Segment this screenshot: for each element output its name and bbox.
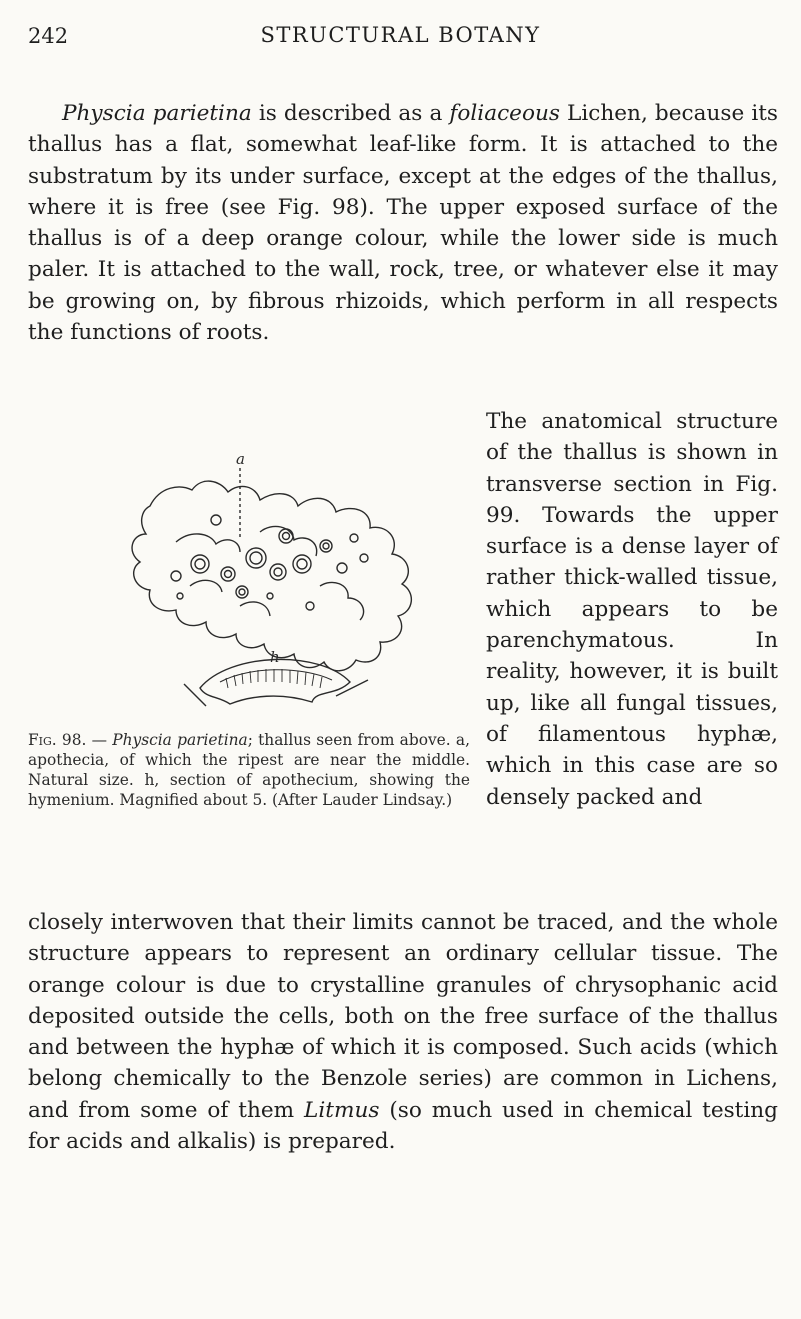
caption-species: Physcia parietina	[112, 731, 248, 749]
paragraph-1: Physcia parietina is described as a foliaceous Lichen, because its thallus has a flat, somewhat leaf-like form. It is attached to the substratum by its under surface, except at the edges of the thallus, where it is free (see Fig. 98). The upper exposed surface of the thallus is of a deep orange colour, while the lower side is much paler. It is attached to the wall, rock, tree, or whatever else it may be growing on, by fibrous rhizoids, which perform in all respects the functions of roots.	[28, 101, 778, 346]
paragraph-2: closely interwoven that their limits cannot be traced, and the whole structure appears to represent an ordinary cellular tissue. The orange colour is due to crystalline granules of chrysophanic acid deposited outside the cells, both on the free surface of the thallus and between the hyphæ of which it is composed. Such acids (which belong chemically to the Benzole series) are common in Lichens, and from some of them Litmus (so much used in chemical testing for acids and alkalis) is prepared.	[28, 910, 778, 1155]
figure-label-a: a	[236, 450, 245, 468]
figure-caption: Fig. 98. — Physcia parietina; thallus seen from above. a, apothecia, of which the ripest are near the middle. Natural size. h, section of apothecium, showing the hymenium. Magnified about 5. (After Lauder Lindsay.)	[28, 731, 470, 809]
side-column-text: The anatomical structure of the thallus is shown in transverse section in Fig. 99. Towards the upper surface is a dense layer of rather thick-walled tissue, which appears to be parenchymatous. In reality, however, it is built up, like all fungal tissues, of filamentous hyphæ, which in this case are so densely packed and	[486, 409, 778, 810]
figure-label-h: h	[270, 648, 280, 666]
species-name: Physcia parietina	[62, 101, 252, 126]
term-foliaceous: foliaceous	[449, 101, 560, 126]
page-header	[0, 16, 801, 56]
page-number: 242	[28, 24, 69, 48]
running-head: STRUCTURAL BOTANY	[260, 23, 541, 47]
term-litmus: Litmus	[304, 1097, 380, 1123]
caption-figure-number: Fig. 98.	[28, 731, 87, 749]
lichen-thallus-illustration	[80, 446, 472, 708]
figure-98	[80, 446, 472, 708]
